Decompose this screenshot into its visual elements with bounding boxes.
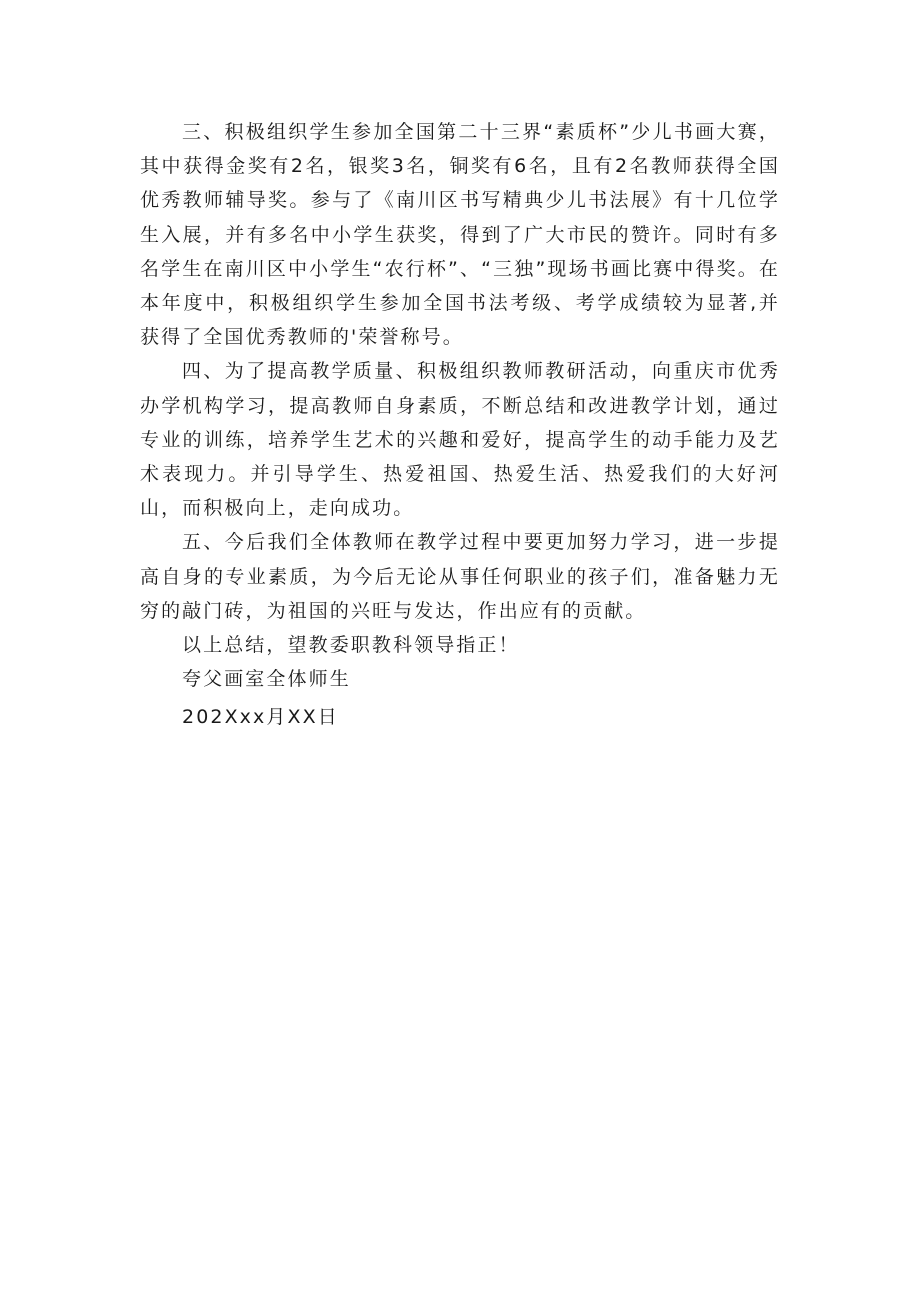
date-line: 202Xxx月XX日 — [182, 706, 339, 729]
closing-line: 以上总结，望教委职教科领导指正！ — [182, 634, 520, 657]
signature-line: 夸父画室全体师生 — [182, 668, 351, 691]
document-body — [140, 115, 780, 735]
paragraph-five: 五、今后我们全体教师在教学过程中要更加努力学习，进一步提高自身的专业素质，为今后无论从事任何职业的孩子们，准备魅力无穷的敲门砖，为祖国的兴旺与发达，作出应有的贡献。 — [140, 531, 780, 622]
paragraph-four: 四、为了提高教学质量、积极组织教师教研活动，向重庆市优秀办学机构学习，提高教师自身素质，不断总结和改进教学计划，通过专业的训练，培养学生艺术的兴趣和爱好，提高学生的动手能力及艺术表现力。并引导学生、热爱祖国、热爱生活、热爱我们的大好河山，而积极向上，走向成功。 — [140, 360, 780, 520]
paragraph-three: 三、积极组织学生参加全国第二十三界“素质杯”少儿书画大赛，其中获得金奖有2名，银奖3名，铜奖有6名，且有2名教师获得全国优秀教师辅导奖。参与了《南川区书写精典少儿书法展》有十几位学生入展，并有多名中小学生获奖，得到了广大市民的赞许。同时有多名学生在南川区中小学生“农行杯”、“三独”现场书画比赛中得奖。在本年度中，积极组织学生参加全国书法考级、考学成绩较为显著,并获得了全国优秀教师的'荣誉称号。 — [140, 121, 780, 349]
